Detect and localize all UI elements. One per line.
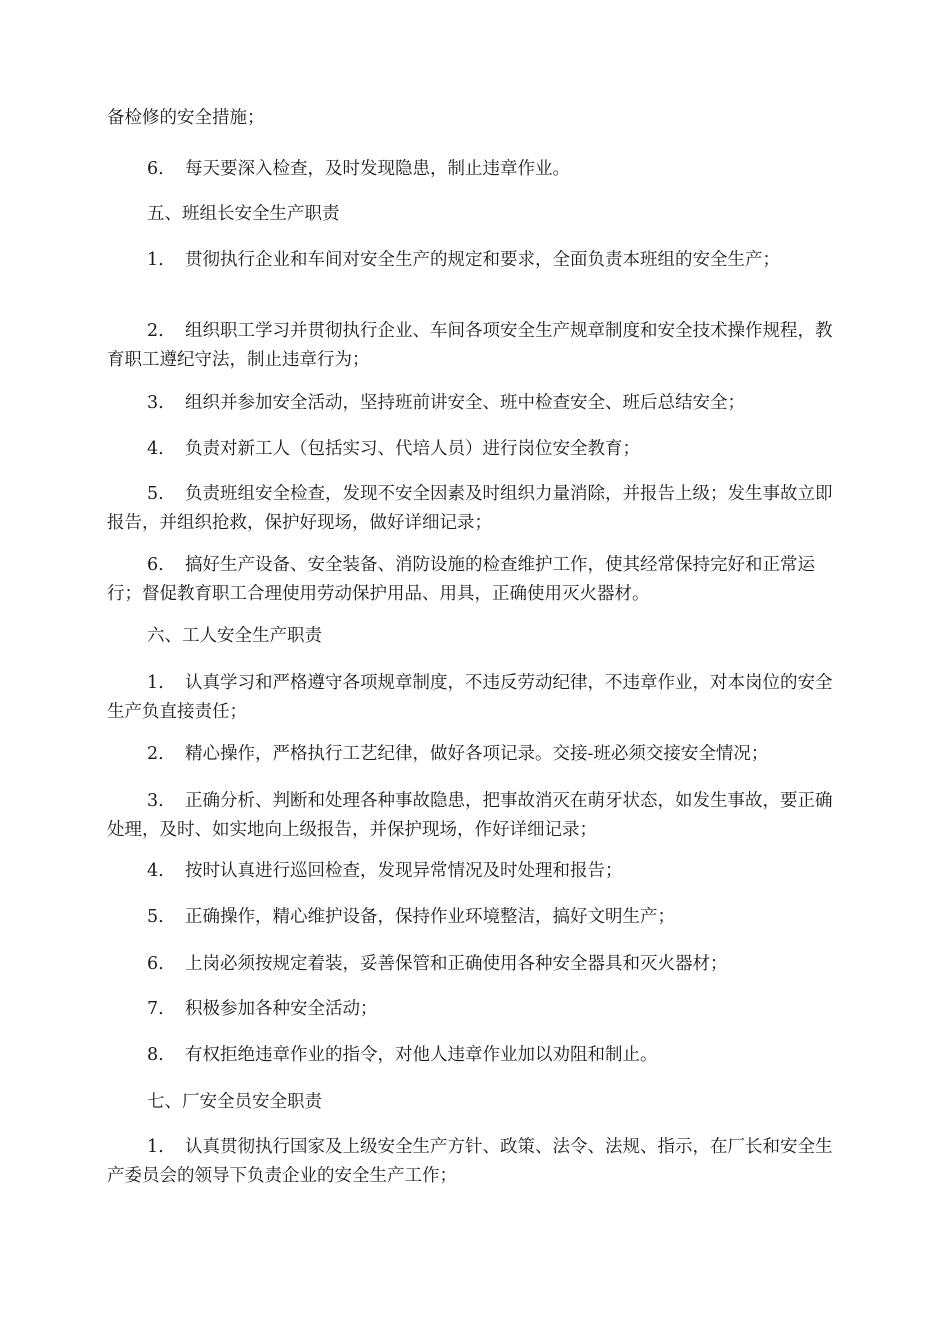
list-item	[107, 995, 847, 1024]
item-number: 3.	[147, 393, 164, 413]
list-item	[107, 551, 847, 609]
item-number: 6.	[147, 159, 164, 179]
list-item	[107, 435, 847, 464]
item-text: 搞好生产设备、安全装备、消防设施的检查维护工作，使其经常保持完好和正常运行；督促教育职工合理使用劳动保护用品、用具，正确使用灭火器材。	[107, 555, 815, 604]
item-number: 2.	[147, 321, 164, 341]
item-text: 负责班组安全检查，发现不安全因素及时组织力量消除，并报告上级；发生事故立即报告，并组织抢救，保护好现场，做好详细记录；	[107, 484, 833, 533]
heading-text: 五、班组长安全生产职责	[147, 204, 340, 224]
list-item	[107, 1041, 847, 1070]
item-text: 正确操作，精心维护设备，保持作业环境整洁，搞好文明生产；	[185, 907, 675, 927]
list-item	[107, 787, 847, 845]
item-number: 2.	[147, 744, 164, 764]
item-number: 6.	[147, 954, 164, 974]
item-number: 5.	[147, 907, 164, 927]
item-number: 1.	[147, 250, 164, 270]
item-number: 4.	[147, 861, 164, 881]
item-number: 1.	[147, 1137, 164, 1157]
item-number: 7.	[147, 999, 164, 1019]
section-heading	[107, 200, 847, 229]
list-item	[107, 857, 847, 886]
item-text: 认真学习和严格遵守各项规章制度，不违反劳动纪律，不违章作业，对本岗位的安全生产负直接责任；	[107, 673, 833, 722]
heading-text: 七、厂安全员安全职责	[147, 1092, 322, 1112]
paragraph-continuation	[107, 104, 847, 133]
section-heading	[107, 622, 847, 651]
list-item	[107, 246, 847, 275]
item-text: 每天要深入检查，及时发现隐患，制止违章作业。	[185, 159, 570, 179]
paragraph-text: 备检修的安全措施；	[107, 108, 265, 128]
item-text: 积极参加各种安全活动；	[185, 999, 378, 1019]
list-item	[107, 903, 847, 932]
item-text: 组织并参加安全活动，坚持班前讲安全、班中检查安全、班后总结安全；	[185, 393, 745, 413]
item-text: 精心操作，严格执行工艺纪律，做好各项记录。交接-班必须交接安全情况；	[185, 744, 769, 764]
item-text: 组织职工学习并贯彻执行企业、车间各项安全生产规章制度和安全技术操作规程，教育职工遵纪守法，制止违章行为；	[107, 321, 833, 370]
item-number: 8.	[147, 1045, 164, 1065]
item-text: 负责对新工人（包括实习、代培人员）进行岗位安全教育；	[185, 439, 640, 459]
item-number: 3.	[147, 791, 164, 811]
list-item	[107, 1133, 847, 1191]
list-item	[107, 155, 847, 184]
heading-text: 六、工人安全生产职责	[147, 626, 322, 646]
list-item	[107, 389, 847, 418]
item-text: 上岗必须按规定着装，妥善保管和正确使用各种安全器具和灭火器材；	[185, 954, 728, 974]
item-text: 按时认真进行巡回检查，发现异常情况及时处理和报告；	[185, 861, 623, 881]
item-number: 1.	[147, 673, 164, 693]
list-item	[107, 669, 847, 727]
item-text: 正确分析、判断和处理各种事故隐患，把事故消灭在萌牙状态，如发生事故，要正确处理，及时、如实地向上级报告，并保护现场，作好详细记录；	[107, 791, 833, 840]
item-number: 4.	[147, 439, 164, 459]
list-item	[107, 950, 847, 979]
item-text: 有权拒绝违章作业的指令，对他人违章作业加以劝阻和制止。	[185, 1045, 658, 1065]
item-text: 认真贯彻执行国家及上级安全生产方针、政策、法令、法规、指示，在厂长和安全生产委员会的领导下负责企业的安全生产工作；	[107, 1137, 833, 1186]
list-item	[107, 317, 847, 375]
item-number: 6.	[147, 555, 164, 575]
list-item	[107, 480, 847, 538]
item-number: 5.	[147, 484, 164, 504]
section-heading	[107, 1088, 847, 1117]
item-text: 贯彻执行企业和车间对安全生产的规定和要求，全面负责本班组的安全生产；	[185, 250, 780, 270]
list-item	[107, 740, 867, 769]
